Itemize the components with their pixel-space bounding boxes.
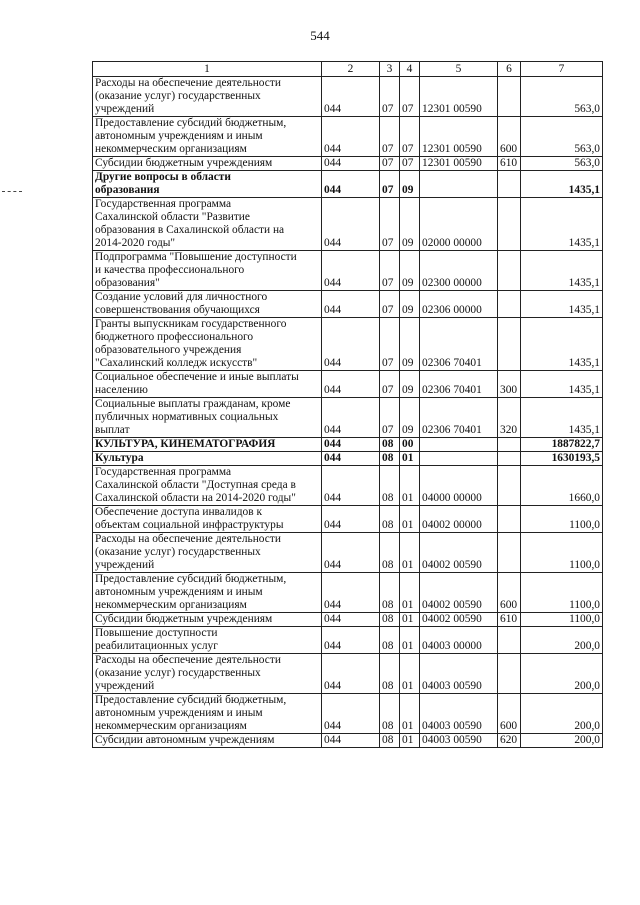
row-code-c2: 044 [322, 77, 380, 117]
row-amount: 200,0 [521, 734, 603, 748]
row-code-c5: 04003 00590 [420, 654, 498, 694]
row-code-c4: 01 [400, 734, 420, 748]
row-code-c2: 044 [322, 627, 380, 654]
row-code-c6: 610 [498, 157, 521, 171]
row-code-c3: 07 [380, 77, 400, 117]
row-code-c2: 044 [322, 117, 380, 157]
row-code-c6: 600 [498, 573, 521, 613]
row-code-c4: 09 [400, 318, 420, 371]
row-code-c2: 044 [322, 157, 380, 171]
table-row [93, 506, 603, 533]
table-row [93, 627, 603, 654]
row-code-c4: 01 [400, 506, 420, 533]
row-code-c5: 04002 00590 [420, 573, 498, 613]
row-code-c5: 04000 00000 [420, 466, 498, 506]
row-code-c3: 08 [380, 627, 400, 654]
budget-table [92, 61, 603, 748]
row-code-c6 [498, 627, 521, 654]
row-code-c3: 08 [380, 438, 400, 452]
table-row [93, 398, 603, 438]
row-name: Предоставление субсидий бюджетным, автономным учреждениям и иным некоммерческим организациям [93, 694, 322, 734]
row-code-c6 [498, 533, 521, 573]
row-amount: 1660,0 [521, 466, 603, 506]
row-code-c6: 320 [498, 398, 521, 438]
row-code-c4: 01 [400, 533, 420, 573]
row-code-c4: 09 [400, 398, 420, 438]
column-header: 1 [93, 62, 322, 77]
row-code-c2: 044 [322, 438, 380, 452]
row-amount: 1630193,5 [521, 452, 603, 466]
table-row [93, 438, 603, 452]
row-code-c5: 02306 00000 [420, 291, 498, 318]
row-code-c3: 07 [380, 291, 400, 318]
row-code-c3: 08 [380, 613, 400, 627]
row-code-c2: 044 [322, 452, 380, 466]
row-code-c3: 08 [380, 573, 400, 613]
row-code-c2: 044 [322, 291, 380, 318]
row-code-c2: 044 [322, 694, 380, 734]
row-code-c5 [420, 171, 498, 198]
row-code-c2: 044 [322, 573, 380, 613]
table-row [93, 318, 603, 371]
table-row [93, 371, 603, 398]
row-code-c5 [420, 438, 498, 452]
row-code-c5: 04003 00590 [420, 694, 498, 734]
row-code-c5 [420, 452, 498, 466]
table-row [93, 734, 603, 748]
row-code-c4: 09 [400, 198, 420, 251]
table-header-row [93, 62, 603, 77]
row-code-c3: 08 [380, 452, 400, 466]
row-name: Субсидии бюджетным учреждениям [93, 157, 322, 171]
row-amount: 1100,0 [521, 506, 603, 533]
row-name: Государственная программа Сахалинской области "Развитие образования в Сахалинской области на 2014-2020 годы" [93, 198, 322, 251]
row-code-c5: 02300 00000 [420, 251, 498, 291]
row-name: Социальное обеспечение и иные выплаты населению [93, 371, 322, 398]
table-row [93, 251, 603, 291]
row-name: Субсидии бюджетным учреждениям [93, 613, 322, 627]
row-code-c6 [498, 466, 521, 506]
row-name: Социальные выплаты гражданам, кроме публичных нормативных социальных выплат [93, 398, 322, 438]
row-name: Расходы на обеспечение деятельности (оказание услуг) государственных учреждений [93, 533, 322, 573]
row-amount: 1100,0 [521, 533, 603, 573]
row-code-c4: 09 [400, 291, 420, 318]
row-code-c5: 12301 00590 [420, 117, 498, 157]
row-name: Обеспечение доступа инвалидов к объектам социальной инфраструктуры [93, 506, 322, 533]
table-row [93, 171, 603, 198]
row-code-c6 [498, 198, 521, 251]
row-code-c6 [498, 77, 521, 117]
row-code-c6 [498, 438, 521, 452]
row-amount: 563,0 [521, 117, 603, 157]
margin-mark [2, 191, 22, 193]
row-code-c3: 08 [380, 654, 400, 694]
row-code-c2: 044 [322, 654, 380, 694]
row-code-c2: 044 [322, 613, 380, 627]
row-code-c5: 04002 00590 [420, 613, 498, 627]
row-code-c5: 12301 00590 [420, 77, 498, 117]
row-amount: 563,0 [521, 157, 603, 171]
row-code-c4: 01 [400, 466, 420, 506]
row-code-c4: 07 [400, 157, 420, 171]
row-code-c4: 09 [400, 171, 420, 198]
row-name: Повышение доступности реабилитационных услуг [93, 627, 322, 654]
page-number: 544 [310, 28, 330, 43]
row-amount: 1435,1 [521, 398, 603, 438]
row-code-c6 [498, 171, 521, 198]
table-row [93, 466, 603, 506]
row-code-c4: 07 [400, 117, 420, 157]
row-code-c4: 00 [400, 438, 420, 452]
row-code-c4: 09 [400, 371, 420, 398]
row-code-c5: 02306 70401 [420, 398, 498, 438]
row-code-c2: 044 [322, 506, 380, 533]
column-header: 4 [400, 62, 420, 77]
row-code-c6 [498, 291, 521, 318]
row-code-c2: 044 [322, 398, 380, 438]
row-code-c6 [498, 506, 521, 533]
row-amount: 200,0 [521, 694, 603, 734]
row-amount: 1435,1 [521, 198, 603, 251]
row-code-c5: 12301 00590 [420, 157, 498, 171]
row-code-c3: 08 [380, 533, 400, 573]
row-code-c3: 07 [380, 171, 400, 198]
row-code-c6: 600 [498, 117, 521, 157]
table-row [93, 117, 603, 157]
row-code-c3: 08 [380, 506, 400, 533]
row-code-c2: 044 [322, 466, 380, 506]
row-amount: 1435,1 [521, 171, 603, 198]
row-code-c6: 600 [498, 694, 521, 734]
table-row [93, 452, 603, 466]
row-name: Создание условий для личностного совершенствования обучающихся [93, 291, 322, 318]
row-code-c5: 04002 00590 [420, 533, 498, 573]
table-row [93, 573, 603, 613]
row-code-c3: 08 [380, 466, 400, 506]
row-code-c3: 07 [380, 251, 400, 291]
row-name: Предоставление субсидий бюджетным, автономным учреждениям и иным некоммерческим организациям [93, 117, 322, 157]
row-code-c4: 01 [400, 694, 420, 734]
row-amount: 563,0 [521, 77, 603, 117]
column-header: 7 [521, 62, 603, 77]
row-amount: 1435,1 [521, 251, 603, 291]
row-code-c3: 08 [380, 734, 400, 748]
row-code-c5: 02306 70401 [420, 318, 498, 371]
column-header: 5 [420, 62, 498, 77]
row-code-c6: 610 [498, 613, 521, 627]
row-code-c5: 04003 00000 [420, 627, 498, 654]
row-code-c4: 09 [400, 251, 420, 291]
row-code-c3: 07 [380, 157, 400, 171]
row-name: Культура [93, 452, 322, 466]
row-amount: 200,0 [521, 654, 603, 694]
row-code-c3: 07 [380, 117, 400, 157]
row-code-c5: 04003 00590 [420, 734, 498, 748]
row-code-c3: 07 [380, 398, 400, 438]
row-amount: 1435,1 [521, 371, 603, 398]
row-name: Расходы на обеспечение деятельности (оказание услуг) государственных учреждений [93, 77, 322, 117]
row-code-c2: 044 [322, 318, 380, 371]
row-amount: 1887822,7 [521, 438, 603, 452]
row-code-c6 [498, 654, 521, 694]
row-name: КУЛЬТУРА, КИНЕМАТОГРАФИЯ [93, 438, 322, 452]
row-amount: 1435,1 [521, 318, 603, 371]
row-code-c3: 07 [380, 198, 400, 251]
row-code-c3: 08 [380, 694, 400, 734]
row-name: Предоставление субсидий бюджетным, автономным учреждениям и иным некоммерческим организациям [93, 573, 322, 613]
row-name: Субсидии автономным учреждениям [93, 734, 322, 748]
column-header: 2 [322, 62, 380, 77]
row-code-c6: 300 [498, 371, 521, 398]
row-amount: 1100,0 [521, 573, 603, 613]
row-code-c4: 01 [400, 573, 420, 613]
row-amount: 1100,0 [521, 613, 603, 627]
row-code-c5: 02000 00000 [420, 198, 498, 251]
row-amount: 1435,1 [521, 291, 603, 318]
row-code-c2: 044 [322, 371, 380, 398]
row-code-c4: 07 [400, 77, 420, 117]
row-code-c2: 044 [322, 171, 380, 198]
row-code-c6 [498, 318, 521, 371]
row-name: Другие вопросы в области образования [93, 171, 322, 198]
table-row [93, 77, 603, 117]
row-name: Подпрограмма "Повышение доступности и качества профессионального образования" [93, 251, 322, 291]
row-code-c4: 01 [400, 627, 420, 654]
column-header: 6 [498, 62, 521, 77]
row-code-c6 [498, 452, 521, 466]
row-code-c2: 044 [322, 734, 380, 748]
table-row [93, 533, 603, 573]
row-code-c3: 07 [380, 371, 400, 398]
table-row [93, 198, 603, 251]
row-code-c5: 02306 70401 [420, 371, 498, 398]
row-code-c3: 07 [380, 318, 400, 371]
row-code-c2: 044 [322, 251, 380, 291]
table-row [93, 613, 603, 627]
row-code-c2: 044 [322, 533, 380, 573]
row-name: Расходы на обеспечение деятельности (оказание услуг) государственных учреждений [93, 654, 322, 694]
row-code-c6: 620 [498, 734, 521, 748]
row-code-c5: 04002 00000 [420, 506, 498, 533]
row-code-c4: 01 [400, 613, 420, 627]
row-code-c4: 01 [400, 654, 420, 694]
column-header: 3 [380, 62, 400, 77]
row-name: Государственная программа Сахалинской области "Доступная среда в Сахалинской области на 2014-2020 годы" [93, 466, 322, 506]
row-amount: 200,0 [521, 627, 603, 654]
table-row [93, 654, 603, 694]
table-row [93, 157, 603, 171]
table-row [93, 694, 603, 734]
row-code-c2: 044 [322, 198, 380, 251]
row-code-c4: 01 [400, 452, 420, 466]
row-name: Гранты выпускникам государственного бюджетного профессионального образовательного учреждения "Сахалинский колледж искусств" [93, 318, 322, 371]
table-row [93, 291, 603, 318]
row-code-c6 [498, 251, 521, 291]
